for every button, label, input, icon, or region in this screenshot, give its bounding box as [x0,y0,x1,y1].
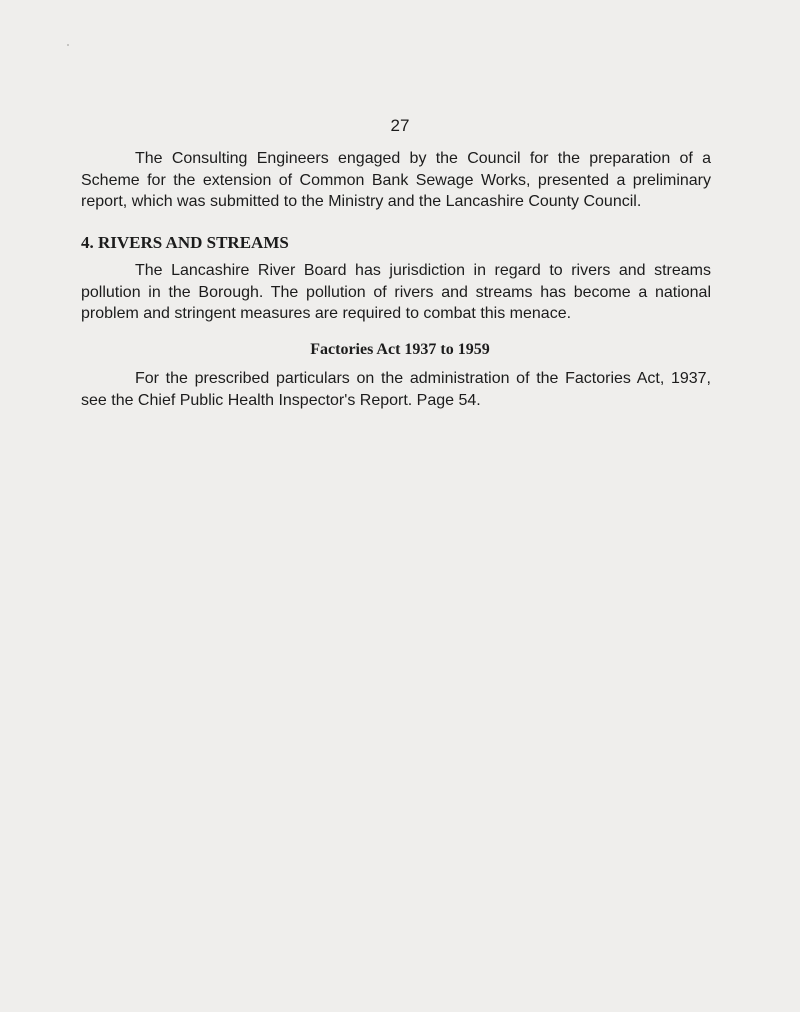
sewage-works-paragraph: The Consulting Engineers engaged by the Council for the preparation of a Scheme for the extension of Common Bank Sewage Works, presented a preliminary report, which was submitted to the Ministry and the Lancashire County Council. [81,150,711,210]
paper-speck [67,44,69,46]
factories-paragraph: For the prescribed particulars on the administration of the Factories Act, 1937, see the Chief Public Health Inspector's Report. Page 54. [81,370,711,409]
factories-act-heading: Factories Act 1937 to 1959 [310,341,490,358]
rivers-and-streams-heading: 4. RIVERS AND STREAMS [81,233,289,252]
rivers-paragraph: The Lancashire River Board has jurisdiction in regard to rivers and streams pollution in the Borough. The pollution of rivers and streams has become a national problem and stringent measures are required to combat this menace. [81,262,711,322]
page-number: 27 [390,116,410,135]
